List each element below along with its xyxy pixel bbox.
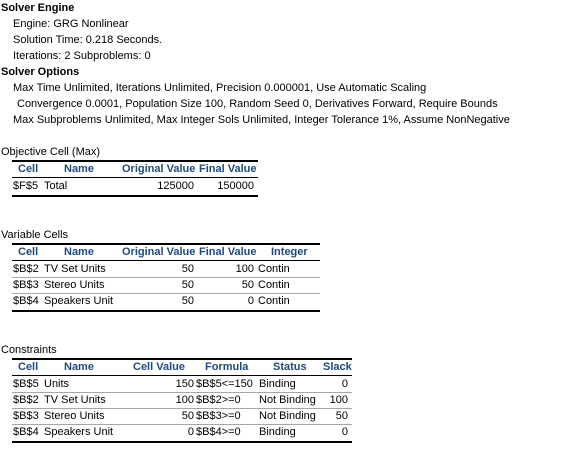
variables-row-divider [12,277,320,278]
variables-header-final: Final Value [199,246,257,258]
constraints-row-slack: 0 [341,378,348,390]
engine-line: Engine: GRG Nonlinear [13,18,129,30]
objective-header-original: Original Value [122,163,196,175]
constraints-row-formula: $B$4>=0 [196,426,241,438]
solver-engine-heading: Solver Engine [1,2,75,14]
objective-row-cell: $F$5 [13,180,39,192]
variables-top-rule [12,243,320,245]
iterations-line: Iterations: 2 Subproblems: 0 [13,50,151,62]
options-line-1: Max Time Unlimited, Iterations Unlimited, Precision 0.000001, Use Automatic Scaling [13,82,427,94]
constraints-row-cell: $B$4 [13,426,39,438]
objective-bottom-rule [12,195,258,197]
objective-top-rule [12,160,258,162]
constraints-section-title: Constraints [1,344,57,356]
constraints-row-value: 0 [187,426,194,438]
constraints-row-slack: 50 [335,410,348,422]
variables-row-original: 50 [181,279,194,291]
constraints-row-status: Binding [259,378,296,390]
constraints-row-divider [12,392,352,393]
variables-row-original: 50 [181,295,194,307]
constraints-row-value: 50 [181,410,194,422]
objective-row-final: 150000 [217,180,254,192]
variables-row-cell: $B$3 [13,279,39,291]
options-line-2: Convergence 0.0001, Population Size 100, Random Seed 0, Derivatives Forward, Require Bounds [17,98,498,110]
constraints-row-slack: 0 [341,426,348,438]
constraints-row-value: 150 [175,378,194,390]
constraints-row-formula: $B$3>=0 [196,410,241,422]
constraints-row-slack: 100 [329,394,348,406]
constraints-row-status: Not Binding [259,410,316,422]
constraints-row-divider [12,408,352,409]
objective-row-original: 125000 [157,180,194,192]
options-line-3: Max Subproblems Unlimited, Max Integer Sols Unlimited, Integer Tolerance 1%, Assume NonNegative [13,114,510,126]
variables-row-name: Speakers Unit [44,295,114,307]
constraints-header-slack: Slack [323,361,352,373]
solver-options-heading: Solver Options [1,66,80,78]
constraints-header-formula: Formula [205,361,249,373]
variables-header-cell: Cell [18,246,39,258]
variables-row-name: TV Set Units [44,263,106,275]
objective-header-name: Name [64,163,94,175]
variables-row-final: 0 [247,295,254,307]
constraints-row-name: TV Set Units [44,394,106,406]
constraints-row-divider [12,424,352,425]
variables-row-divider [12,293,320,294]
variables-row-final: 100 [235,263,254,275]
objective-row-name: Total [44,180,68,192]
constraints-row-status: Not Binding [259,394,316,406]
variables-header-original: Original Value [122,246,196,258]
variables-bottom-rule [12,310,320,312]
variables-row-integer: Contin [258,279,290,291]
constraints-header-rule [12,375,352,376]
constraints-row-name: Units [44,378,70,390]
objective-header-final: Final Value [199,163,257,175]
variables-row-cell: $B$2 [13,263,39,275]
solution-time-line: Solution Time: 0.218 Seconds. [13,34,163,46]
constraints-top-rule [12,358,352,360]
constraints-bottom-rule [12,441,352,443]
constraints-row-status: Binding [259,426,296,438]
constraints-header-status: Status [273,361,307,373]
constraints-header-cell: Cell [18,361,39,373]
objective-header-rule [12,177,258,178]
variables-section-title: Variable Cells [1,229,69,241]
variables-row-integer: Contin [258,263,290,275]
objective-header-cell: Cell [18,163,39,175]
objective-section-title: Objective Cell (Max) [1,146,101,158]
constraints-header-value: Cell Value [133,361,185,373]
constraints-row-cell: $B$5 [13,378,39,390]
constraints-row-name: Stereo Units [44,410,105,422]
constraints-row-cell: $B$2 [13,394,39,406]
constraints-header-name: Name [64,361,94,373]
variables-header-rule [12,260,320,261]
variables-row-integer: Contin [258,295,290,307]
variables-header-integer: Integer [271,246,308,258]
constraints-row-value: 100 [175,394,194,406]
variables-row-final: 50 [241,279,254,291]
variables-row-original: 50 [181,263,194,275]
constraints-row-cell: $B$3 [13,410,39,422]
variables-row-name: Stereo Units [44,279,105,291]
constraints-row-formula: $B$2>=0 [196,394,241,406]
variables-row-cell: $B$4 [13,295,39,307]
variables-header-name: Name [64,246,94,258]
constraints-row-formula: $B$5<=150 [196,378,253,390]
constraints-row-name: Speakers Unit [44,426,114,438]
